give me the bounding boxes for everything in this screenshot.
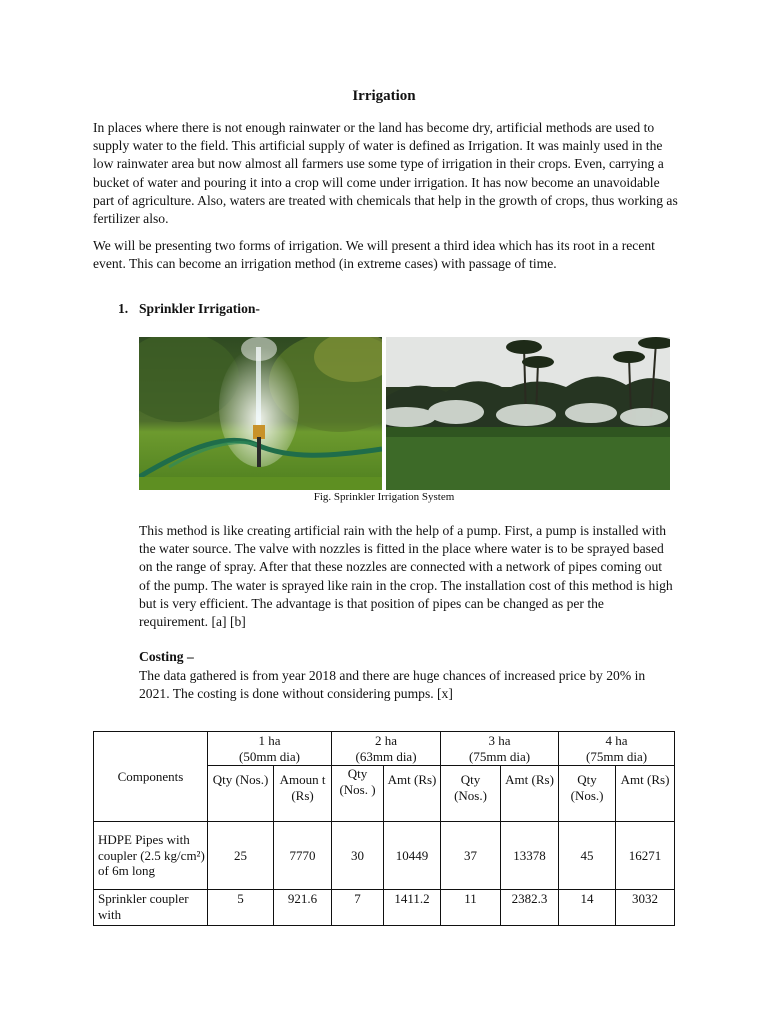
figure-caption: Fig. Sprinkler Irrigation System — [313, 491, 455, 503]
amt-header: Amt (Rs) — [616, 766, 675, 822]
group-ha: 2 ha — [375, 733, 398, 748]
costing-paragraph: The data gathered is from year 2018 and there are huge chances of increased price by 20% in 2021. The costing is done without considering pumps. [x] — [139, 668, 646, 702]
component-cell: HDPE Pipes with coupler (2.5 kg/cm²) of 6m long — [94, 822, 208, 890]
table-cell: 5 — [208, 890, 274, 926]
qty-header: Qty (Nos.) — [441, 766, 501, 822]
group-ha: 3 ha — [488, 733, 511, 748]
section-heading-sprinkler — [118, 301, 260, 317]
section-number: 1. — [118, 301, 129, 316]
table-row — [94, 890, 675, 926]
table-cell: 16271 — [616, 822, 675, 890]
table-cell: 30 — [332, 822, 384, 890]
amt-header: Amt (Rs) — [501, 766, 559, 822]
component-cell: Sprinkler coupler with — [94, 890, 208, 926]
group-dia: (75mm dia) — [586, 748, 648, 764]
group-header-3ha — [441, 732, 559, 766]
group-dia: (75mm dia) — [469, 748, 531, 764]
costing-table — [93, 731, 675, 926]
group-ha: 4 ha — [605, 733, 628, 748]
table-cell: 921.6 — [274, 890, 332, 926]
table-cell: 1411.2 — [384, 890, 441, 926]
sprinkler-field-photo — [386, 337, 670, 490]
intro-paragraph: In places where there is not enough rainwater or the land has become dry, artificial methods are used to supply water to the field. This artificial supply of water is defined as Irrigation. It was mainly used in the low rainwater area but now almost all farmers use some type of irrigation in their crops. Even, carrying a bucket of water and pouring it into a crop will come under irrigation. It has now become an unavoidable part of agriculture. Also, waters are treated with chemicals that help in the growth of crops, thus working as fertilizer also. — [93, 120, 678, 227]
group-dia: (50mm dia) — [239, 748, 301, 764]
table-cell: 7 — [332, 890, 384, 926]
amt-header: Amoun t (Rs) — [274, 766, 332, 822]
group-ha: 1 ha — [258, 733, 281, 748]
sprinkler-description: This method is like creating artificial rain with the help of a pump. First, a pump is installed with the water source. The valve with nozzles is fitted in the place where water is to be sprayed based on the range of spray. After that these nozzles are connected with a network of pipes coming out of the pump. The water is sprayed like rain in the crop. The installation cost of this method is high but is very efficient. The advantage is that position of pipes can be changed as per the requirement. [a] [b] — [139, 523, 673, 630]
table-cell: 14 — [559, 890, 616, 926]
costing-heading: Costing – — [139, 649, 194, 664]
page-title: Irrigation — [352, 88, 416, 104]
amt-header: Amt (Rs) — [384, 766, 441, 822]
table-cell: 45 — [559, 822, 616, 890]
group-header-1ha — [208, 732, 332, 766]
qty-header: Qty (Nos.) — [208, 766, 274, 822]
section-title: Sprinkler Irrigation- — [139, 301, 260, 316]
table-cell: 11 — [441, 890, 501, 926]
table-row — [94, 822, 675, 890]
qty-header: Qty (Nos. ) — [332, 766, 384, 822]
table-cell: 13378 — [501, 822, 559, 890]
table-cell: 2382.3 — [501, 890, 559, 926]
table-cell: 3032 — [616, 890, 675, 926]
table-cell: 25 — [208, 822, 274, 890]
qty-header: Qty (Nos.) — [559, 766, 616, 822]
overview-paragraph: We will be presenting two forms of irrigation. We will present a third idea which has its root in a recent event. This can become an irrigation method (in extreme cases) with passage of time. — [93, 238, 655, 272]
group-header-2ha — [332, 732, 441, 766]
table-cell: 7770 — [274, 822, 332, 890]
table-cell: 37 — [441, 822, 501, 890]
group-dia: (63mm dia) — [355, 748, 417, 764]
components-header: Components — [94, 732, 208, 822]
group-header-4ha — [559, 732, 675, 766]
table-cell: 10449 — [384, 822, 441, 890]
sprinkler-closeup-photo — [139, 337, 382, 490]
